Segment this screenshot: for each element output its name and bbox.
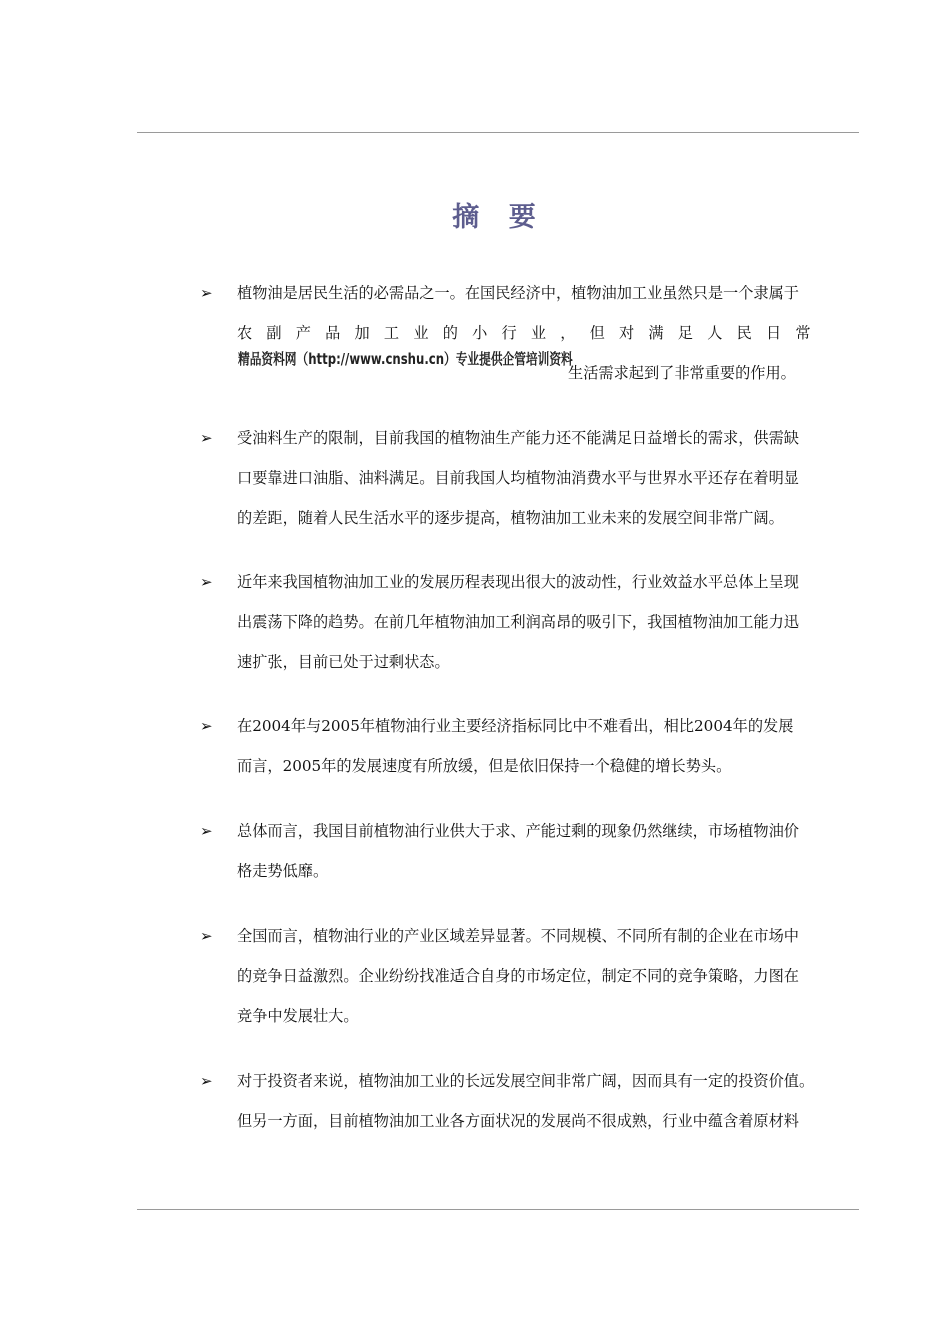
paragraph-line: 出震荡下降的趋势。在前几年植物油加工利润高昂的吸引下，我国植物油加工能力迅 xyxy=(237,613,799,631)
paragraph-line: 植物油是居民生活的必需品之一。在国民经济中，植物油加工业虽然只是一个隶属于 xyxy=(237,284,799,302)
paragraph-line: 竞争中发展壮大。 xyxy=(237,1007,359,1025)
watermark-text: 精品资料网（http://www.cnshu.cn）专业提供企管培训资料 xyxy=(238,350,573,368)
paragraph-line: 的差距，随着人民生活水平的逐步提高，植物油加工业未来的发展空间非常广阔。 xyxy=(237,509,784,527)
paragraph-line: 农副产品加工业的小行业，但对满足人民日常 xyxy=(237,324,825,342)
paragraph-line: 总体而言，我国目前植物油行业供大于求、产能过剩的现象仍然继续，市场植物油价 xyxy=(237,822,799,840)
paragraph-line: 生活需求起到了非常重要的作用。 xyxy=(568,364,796,382)
paragraph-line: 对于投资者来说，植物油加工业的长远发展空间非常广阔，因而具有一定的投资价值。 xyxy=(237,1072,815,1090)
arrow-bullet-icon: ➢ xyxy=(200,927,213,945)
page-title: 摘 要 xyxy=(452,202,546,233)
paragraph-line: 受油料生产的限制，目前我国的植物油生产能力还不能满足日益增长的需求，供需缺 xyxy=(237,429,799,447)
paragraph-line: 的竞争日益激烈。企业纷纷找准适合自身的市场定位，制定不同的竞争策略，力图在 xyxy=(237,967,799,985)
arrow-bullet-icon: ➢ xyxy=(200,822,213,840)
arrow-bullet-icon: ➢ xyxy=(200,573,213,591)
header-rule xyxy=(137,132,859,133)
paragraph-line: 在2004年与2005年植物油行业主要经济指标同比中不难看出，相比2004年的发展 xyxy=(237,717,794,735)
footer-rule xyxy=(137,1209,859,1210)
paragraph-line: 速扩张，目前已处于过剩状态。 xyxy=(237,653,450,671)
arrow-bullet-icon: ➢ xyxy=(200,429,213,447)
paragraph-line: 但另一方面，目前植物油加工业各方面状况的发展尚不很成熟，行业中蕴含着原材料 xyxy=(237,1112,799,1130)
paragraph-line: 口要靠进口油脂、油料满足。目前我国人均植物油消费水平与世界水平还存在着明显 xyxy=(237,469,799,487)
arrow-bullet-icon: ➢ xyxy=(200,717,213,735)
paragraph-line: 而言，2005年的发展速度有所放缓，但是依旧保持一个稳健的增长势头。 xyxy=(237,757,732,775)
arrow-bullet-icon: ➢ xyxy=(200,1072,213,1090)
paragraph-line: 格走势低靡。 xyxy=(237,862,329,880)
arrow-bullet-icon: ➢ xyxy=(200,284,213,302)
paragraph-line: 全国而言，植物油行业的产业区域差异显著。不同规模、不同所有制的企业在市场中 xyxy=(237,927,799,945)
paragraph-line: 近年来我国植物油加工业的发展历程表现出很大的波动性，行业效益水平总体上呈现 xyxy=(237,573,799,591)
